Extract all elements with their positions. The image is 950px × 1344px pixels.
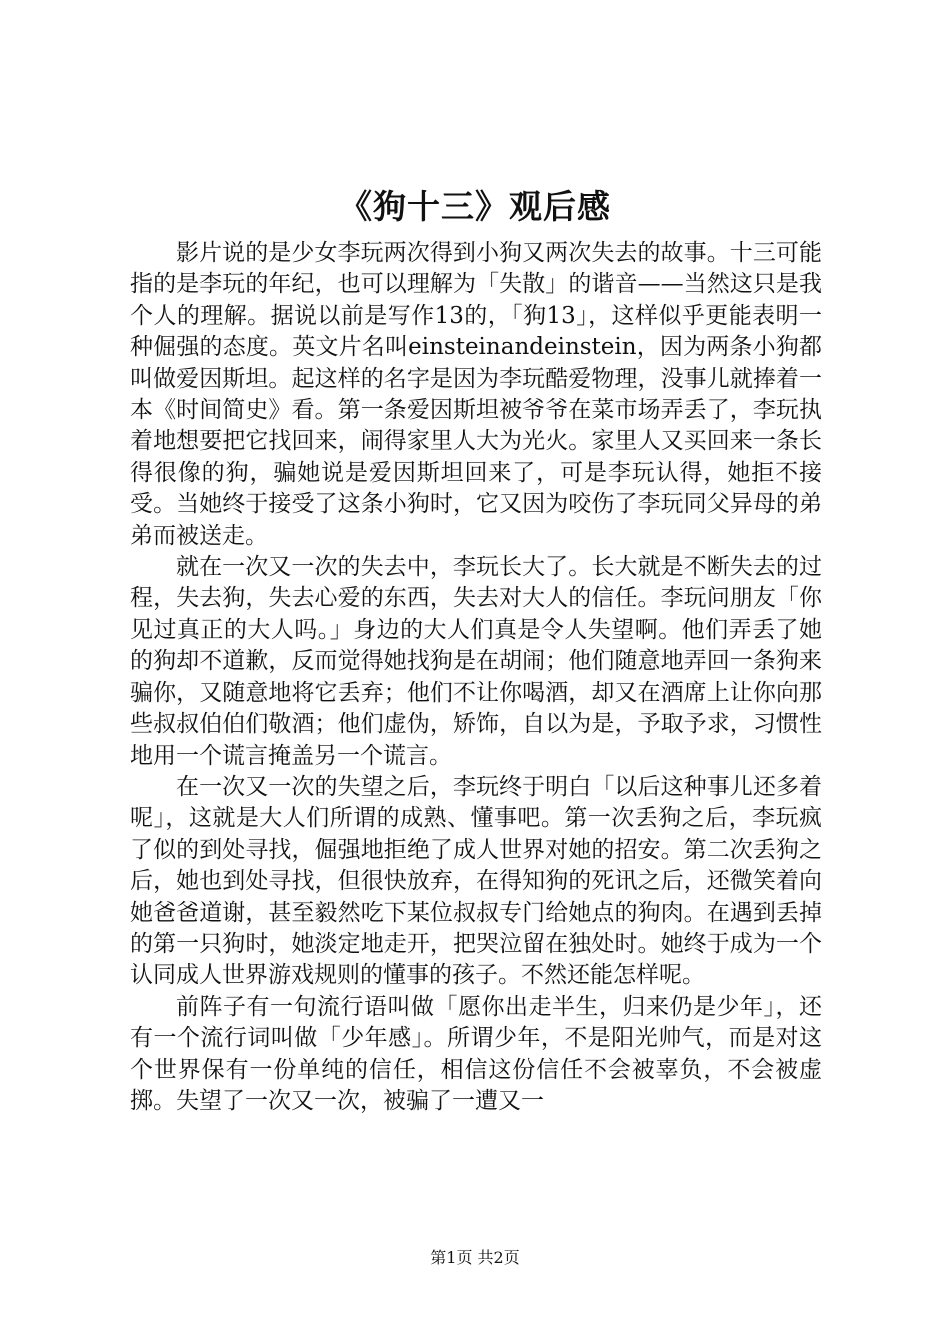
paragraph-2: 就在一次又一次的失去中，李玩长大了。长大就是不断失去的过程，失去狗，失去心爱的东西，失去对大人的信任。李玩问朋友「你见过真正的大人吗。」身边的大人们真是令人失望啊。他们弄丢了她的狗却不道歉，反而觉得她找狗是在胡闹；他们随意地弄回一条狗来骗你，又随意地将它丢弃；他们不让你喝酒，却又在酒席上让你向那些叔叔伯伯们敬酒；他们虚伪，矫饰，自以为是，予取予求，习惯性地用一个谎言掩盖另一个谎言。 [130, 554, 822, 769]
page-title: 《狗十三》观后感 [339, 187, 611, 226]
paragraph-4: 前阵子有一句流行语叫做「愿你出走半生，归来仍是少年」，还有一个流行词叫做「少年感」。所谓少年，不是阳光帅气，而是对这个世界保有一份单纯的信任，相信这份信任不会被辜负，不会被虚掷。失望了一次又一次，被骗了一遭又一 [130, 993, 822, 1114]
paragraph-1: 影片说的是少女李玩两次得到小狗又两次失去的故事。十三可能指的是李玩的年纪，也可以理解为「失散」的谐音——当然这只是我个人的理解。据说以前是写作13的，「狗13」，这样似乎更能表明一种倔强的态度。英文片名叫einsteinandeinstein，因为两条小狗都叫做爱因斯坦。起这样的名字是因为李玩酷爱物理，没事儿就捧着一本《时间简史》看。第一条爱因斯坦被爷爷在菜市场弄丢了，李玩执着地想要把它找回来，闹得家里人大为光火。家里人又买回来一条长得很像的狗，骗她说是爱因斯坦回来了，可是李玩认得，她拒不接受。当她终于接受了这条小狗时，它又因为咬伤了李玩同父异母的弟弟而被送走。 [130, 240, 822, 549]
page-number-footer: 第1页 共2页 [430, 1248, 520, 1267]
paragraph-3: 在一次又一次的失望之后，李玩终于明白「以后这种事儿还多着呢」，这就是大人们所谓的成熟、懂事吧。第一次丢狗之后，李玩疯了似的到处寻找，倔强地拒绝了成人世界对她的招安。第二次丢狗之后，她也到处寻找，但很快放弃，在得知狗的死讯之后，还微笑着向她爸爸道谢，甚至毅然吃下某位叔叔专门给她点的狗肉。在遇到丢掉的第一只狗时，她淡定地走开，把哭泣留在独处时。她终于成为一个认同成人世界游戏规则的懂事的孩子。不然还能怎样呢。 [130, 773, 822, 989]
document-body [130, 238, 822, 1117]
